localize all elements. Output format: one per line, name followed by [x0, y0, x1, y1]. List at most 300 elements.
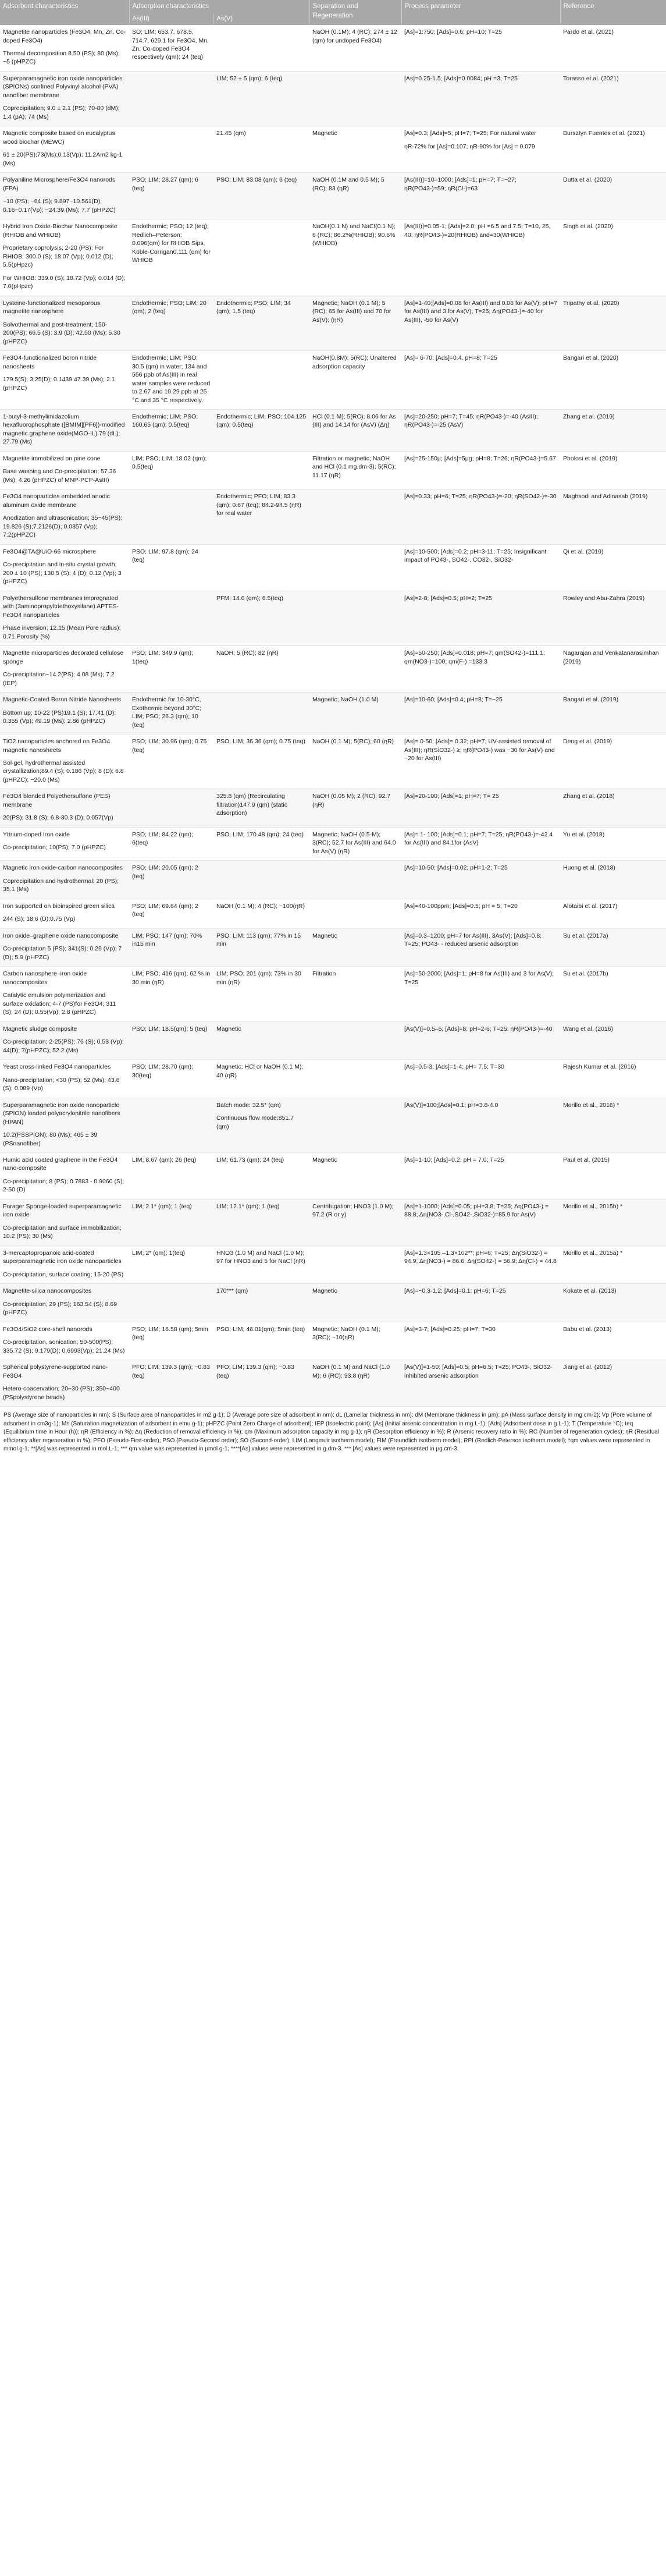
- table-row: [0, 1152, 666, 1199]
- cell-text: Magnetic: [312, 130, 337, 137]
- cell-text: Alotaibi et al. (2017): [563, 902, 618, 910]
- cell-text: TiO2 nanoparticles anchored on Fe3O4 magnetic nanosheets: [3, 738, 111, 754]
- cell-text: Carbon nanosphere–iron oxide nanocomposites: [3, 970, 87, 986]
- cell-text: Magnetic; NaOH (0.1 M); 5 (RC); 65 for As(III) and 70 for As(V); (ηR): [312, 299, 391, 324]
- cell-text: [As]=1.3×105 –1.3×102**; pH=6; T=25; Δη(SiO32-) = 94.9; Δη(NO3-) = 86.6; Δη(SO42-) = 56.9; Δη(Cl-) = 44.8: [404, 1249, 557, 1265]
- cell-text: 21.45 (qm): [216, 130, 246, 137]
- cell-as3: [129, 25, 213, 71]
- cell-text: [As]=25-150μ; [Ads]=5μg; pH=8; T=26; ηR(PO43-)=5.67: [404, 455, 556, 462]
- cell-reference: [560, 1199, 666, 1246]
- cell-as5: [213, 591, 309, 645]
- cell-text: LIM; 12.1* (qm); 1 (teq): [216, 1202, 280, 1210]
- cell-text: Proprietary coprolysis; 2-20 (PS); For RHIOB: 300.0 (S); 18.07 (Vp); 0.012 (D); 5.5(pHpzc): [3, 244, 113, 269]
- cell-reference: [560, 899, 666, 928]
- cell-as5: [213, 173, 309, 219]
- cell-text: PSO; LIM; 83.08 (qm); 6 (teq): [216, 176, 297, 184]
- cell-as5: [213, 928, 309, 966]
- cell-text: Morillo et al., 2016) *: [563, 1101, 619, 1109]
- cell-text: Hetero-coacervation; 20~30 (PS); 350~400 (PSpolystyrene beads): [3, 1385, 120, 1401]
- header-adsorption: Adsorption characteristics: [129, 0, 309, 14]
- table-footnote: PS (Average size of nanoparticles in nm); S (Surface area of nanoparticles in m2 g-1); D (Average pore size of adsorbent in nm); dL (Lamellar thickness in nm); dM (Membrane thickness in μm); pA (Mass surface density in mg cm-2); Vp (Pore volume of adsorbent in cm3g-1); Ms (Saturation magnetization of adsorbent in emu g-1); pHPZC (Point Zero Charge of adsorbent); IEP (Isoelectric point); [As] (Initial arsenic concentration in mg L-1); [Ads] (Adsorbent dose in g L-1); T (Temperature °C); teq (Equilibrium time in Hour (h)); ηR (Efficiency in %); Δη (Reduction of removal efficiency in %); qm (Maximum adsorption capacity in mg g-1); ηR (Desorption efficiency in %); R (Arsenic recovery ratio in %); RC (Number of regeneration cycles); ηR (Residual efficiency after regeneration in %); PFO (Pseudo-First-order); PSO (Pseudo-Second order); SO (Second-order); LIM (Langmuir isotherm model); FIM (Freundlich isotherm model); RPI (Redlich-Peterson isotherm model); *qm values were represented in mmol.g-1; **[As] was represented in mol.L-1; *** qm value was represented in μmol g-1; ****[As] values were represented in g.dm-3. *** [As] values were represented in μg.cm-3.: [3, 1412, 660, 1453]
- table-row: [0, 173, 666, 219]
- cell-text: PSO; LIM; 28.27 (qm); 6 (teq): [132, 176, 198, 192]
- cell-reference: [560, 173, 666, 219]
- cell-process: [401, 25, 560, 71]
- cell-as3: [129, 1021, 213, 1059]
- cell-as5: [213, 646, 309, 693]
- table-row: [0, 219, 666, 296]
- cell-as5: [213, 899, 309, 928]
- table-row: [0, 1021, 666, 1059]
- cell-separation: [309, 1021, 401, 1059]
- cell-adsorbent: [0, 861, 129, 899]
- table-row: [0, 827, 666, 860]
- header-reference: Reference: [560, 0, 666, 25]
- cell-adsorbent: [0, 126, 129, 173]
- cell-text: [As]=1:750; [Ads]=0.6; pH=10; T=25: [404, 29, 502, 36]
- cell-adsorbent: [0, 1246, 129, 1283]
- cell-text: LIM; PSO; 416 (qm); 62 % in 30 min (ηR): [132, 970, 211, 986]
- cell-as3: [129, 409, 213, 451]
- cell-adsorbent: [0, 646, 129, 693]
- cell-text: Yeast cross-linked Fe3O4 nanoparticles: [3, 1063, 111, 1071]
- cell-process: [401, 1284, 560, 1322]
- cell-text: [As]=1-10; [Ads]=0.2; pH = 7.0; T=25: [404, 1156, 504, 1163]
- header-adsorbent: Adsorbent characteristics: [0, 0, 129, 25]
- cell-text: Co-precipitation; 10(PS); 7.0 (pHPZC): [3, 844, 106, 851]
- cell-text: Phase inversion; 12.15 (Mean Pore radius); 0.71 Porosity (%): [3, 625, 121, 640]
- cell-separation: [309, 861, 401, 899]
- cell-reference: [560, 489, 666, 544]
- cell-text: PSO; LIM; 170.48 (qm); 24 (teq): [216, 831, 304, 838]
- cell-as5: [213, 544, 309, 591]
- cell-reference: [560, 351, 666, 410]
- cell-text: Co-precipitation~14.2(PS); 4.08 (Ms); 7.2 (IEP): [3, 671, 115, 687]
- cell-text: LIM; 61.73 (qm); 24 (teq): [216, 1156, 284, 1163]
- cell-as3: [129, 1060, 213, 1098]
- cell-text: [As(V)]=100;[Ads]=0.1; pH=3.8-4.0: [404, 1101, 498, 1109]
- cell-as5: [213, 351, 309, 410]
- table-row: [0, 1360, 666, 1407]
- cell-reference: [560, 296, 666, 350]
- table-row: [0, 489, 666, 544]
- cell-text: Co-precipitation and surface immobilization; 10.2 (PS); 30 (Ms): [3, 1224, 122, 1240]
- cell-text: LIM; 2* (qm); 1(teq): [132, 1249, 186, 1257]
- cell-text: Wang et al. (2016): [563, 1025, 614, 1032]
- cell-process: [401, 489, 560, 544]
- cell-text: Co-precipitation 5 (PS); 341(S); 0.29 (Vp); 7 (D); 5.9 (pHPZC): [3, 945, 122, 961]
- cell-text: [As]=3-7; [Ads]=0.25; pH=7; T=30: [404, 1325, 496, 1333]
- cell-text: PSO; LIM; 46.01(qm); 5min (teq): [216, 1325, 305, 1333]
- cell-text: [As]=~0.3-1.2; [Ads]=0.1; pH=6; T=25: [404, 1287, 506, 1295]
- cell-as5: [213, 1199, 309, 1246]
- cell-text: PSO; LIM; 97.8 (qm); 24 (teq): [132, 548, 198, 564]
- cell-text: Nano-precipitation; <30 (PS); 52 (Ms); 43.6 (S); 0.089 (Vp): [3, 1076, 120, 1092]
- cell-text: [As]=1-40;[Ads]=0.08 for As(III) and 0.06 for As(V); pH=7 for As(III) and 3 for As(V); T=25; Δη(PO43-)=-40 for As(III), -50 for As(V): [404, 299, 557, 324]
- cell-text: Morillo et al., 2015a) *: [563, 1249, 623, 1257]
- cell-text: Yu et al. (2018): [563, 831, 605, 838]
- cell-text: Co-precipitation; 29 (PS); 163.54 (S); 8.69 (pHPZC): [3, 1300, 117, 1317]
- cell-text: LIM; PSO; 201 (qm); 73% in 30 min (ηR): [216, 970, 301, 986]
- cell-process: [401, 861, 560, 899]
- cell-separation: [309, 544, 401, 591]
- cell-text: 325.8 (qm) (Recirculating filtration)147.9 (qm) (static adsorption): [216, 793, 287, 817]
- cell-adsorbent: [0, 1021, 129, 1059]
- cell-as5: [213, 735, 309, 789]
- cell-text: PSO; LIM; 84.22 (qm); 6(teq): [132, 831, 194, 847]
- cell-as5: [213, 489, 309, 544]
- cell-reference: [560, 1152, 666, 1199]
- cell-reference: [560, 591, 666, 645]
- cell-text: Magnetic: [312, 1287, 337, 1295]
- cell-text: PSO; LIM; 28.70 (qm); 30(teq): [132, 1063, 194, 1079]
- cell-reference: [560, 735, 666, 789]
- table-row: [0, 1098, 666, 1152]
- cell-text: PSO; LIM; 36.36 (qm); 0.75 (teq): [216, 738, 305, 746]
- cell-process: [401, 1098, 560, 1152]
- cell-text: [As(V)]=1-50; [Ads]=0.5; pH=6.5; T=25; PO43-, SiO32- inhibited arsenic adsorption: [404, 1364, 553, 1379]
- cell-adsorbent: [0, 451, 129, 489]
- cell-separation: [309, 827, 401, 860]
- table-row: [0, 1199, 666, 1246]
- cell-text: Magnetic: [312, 932, 337, 939]
- cell-adsorbent: [0, 409, 129, 451]
- cell-text: SO; LIM; 653.7, 678.5, 714.7, 629.1 for Fe3O4, Mn, Zn, Co-doped Fe3O4 respectively (qm); 24 (teq): [132, 29, 209, 61]
- cell-process: [401, 296, 560, 350]
- cell-text: Zhang et al. (2018): [563, 793, 615, 800]
- cell-text: [As]=10-60; [Ads]=0.4; pH=8; T=~25: [404, 696, 503, 704]
- cell-reference: [560, 1021, 666, 1059]
- table-row: [0, 351, 666, 410]
- cell-separation: [309, 1060, 401, 1098]
- cell-text: Co-precipitation, sonication; 50-500(PS); 335.72 (S); 9.179(D); 0.6993(Vp); 21.24 (Ms): [3, 1339, 125, 1354]
- cell-text: [As]=0.3–1200; pH=7 for As(III), 3As(V); [Ads]=0.8; T=25; PO43- - reduced arsenic adsorption: [404, 932, 542, 948]
- cell-text: [As]=0.33; pH=6; T=25; ηR(PO43-)=-20; ηR(SO42-)=-30: [404, 493, 557, 501]
- cell-text: Su et al. (2017b): [563, 970, 608, 978]
- cell-text: Deng et al. (2019): [563, 738, 612, 746]
- cell-text: Endothermic for 10-30°C, Exothermic beyond 30°C; LIM; PSO; 26.3 (qm); 10 (teq): [132, 696, 202, 729]
- cell-reference: [560, 1098, 666, 1152]
- cell-process: [401, 1060, 560, 1098]
- cell-process: [401, 1152, 560, 1199]
- table-row: [0, 899, 666, 928]
- cell-process: [401, 735, 560, 789]
- cell-text: PSO; LIM; 349.9 (qm); 1(teq): [132, 650, 194, 665]
- cell-as5: [213, 1152, 309, 1199]
- cell-separation: [309, 1199, 401, 1246]
- cell-text: Endothermic; LIM; PSO; 30.5 (qm) in water; 134 and 556 ppb of As(III) in real water samples were reduced to 2.67 and 10.29 ppb at 25 °C and 35 °C respectively.: [132, 354, 211, 404]
- cell-text: Singh et al. (2020): [563, 223, 613, 230]
- cell-separation: [309, 71, 401, 126]
- cell-as5: [213, 219, 309, 296]
- table-row: [0, 409, 666, 451]
- cell-text: ~10 (PS); ~64 (S); 9.897~10.561(D); 0.16~0.17(Vp); ~24.39 (Ms); 7.7 (pHPZC): [3, 198, 116, 214]
- cell-text: Coprecipitation; 9.0 ± 2.1 (PS); 70-80 (dM); 1.4 (pA); 74 (Ms): [3, 105, 120, 120]
- cell-as5: [213, 861, 309, 899]
- cell-text: [As]=50-250; [Ads]=0.018; pH=7; qm(SO42-)=111.1; qm(NO3-)=100; qm(F-) =133.3: [404, 650, 545, 665]
- cell-text: LIM; PSO; 147 (qm); 70% in15 min: [132, 932, 202, 948]
- cell-adsorbent: [0, 827, 129, 860]
- cell-text: Nagarajan and Venkatanarasimhan (2019): [563, 650, 659, 665]
- cell-separation: [309, 1322, 401, 1360]
- cell-reference: [560, 126, 666, 173]
- table-row: [0, 861, 666, 899]
- header-as3: As(III): [129, 14, 213, 25]
- table-row: [0, 1060, 666, 1098]
- cell-text: Iron supported on bioinspired green silica: [3, 902, 115, 910]
- cell-text: Anodization and ultrasonication; 35~45(PS); 19.826 (S);7.2126(D); 0.0357 (Vp); 7.2(pHPZC): [3, 515, 123, 539]
- cell-separation: [309, 1098, 401, 1152]
- cell-text: LIM; PSO; LIM; 18.02 (qm); 0.5(teq): [132, 455, 207, 471]
- cell-text: [As(III)]=0.05-1; [Ads]=2.0; pH =6.5 and 7.5; T=10, 25, 40; ηR(PO43-)=20(RHIOB) and=30(WHIOB): [404, 223, 551, 239]
- cell-text: Co-precipitation and in-situ crystal growth; 200 ± 10 (PS); 130.5 (S); 4 (D); 0.12 (Vp); 3 (pHPZC): [3, 561, 122, 586]
- cell-as3: [129, 861, 213, 899]
- cell-process: [401, 1322, 560, 1360]
- cell-reference: [560, 25, 666, 71]
- cell-as3: [129, 296, 213, 350]
- cell-text: Maghsodi and Adlnasab (2019): [563, 493, 648, 501]
- cell-process: [401, 544, 560, 591]
- cell-text: 20(PS); 31.8 (S); 6.8-30.3 (D); 0.057(Vp): [3, 814, 113, 822]
- cell-text: Magnetic-Coated Boron Nitride Nanosheets: [3, 696, 122, 704]
- cell-as5: [213, 451, 309, 489]
- cell-adsorbent: [0, 1060, 129, 1098]
- table-row: [0, 296, 666, 350]
- cell-as3: [129, 71, 213, 126]
- cell-adsorbent: [0, 1199, 129, 1246]
- cell-as3: [129, 544, 213, 591]
- cell-text: Filtration or magnetic; NaOH and HCl (0.1 mg.dm-3); 5(RC); 11.17 (ηR): [312, 455, 396, 479]
- cell-text: Endothermic; PSO; LIM; 20 (qm); 2 (teq): [132, 299, 206, 315]
- cell-as5: [213, 1060, 309, 1098]
- cell-separation: [309, 928, 401, 966]
- cell-reference: [560, 544, 666, 591]
- cell-text: [As]= 1- 100; [Ads]=0.1; pH=7; T=25; ηR(PO43-)=-42.4 for As(III) and 84.1for (AsV): [404, 831, 553, 847]
- cell-as5: [213, 1021, 309, 1059]
- cell-reference: [560, 1246, 666, 1283]
- cell-text: [As]=0.5-3; [Ads]=1-4; pH= 7.5; T=30: [404, 1063, 505, 1071]
- cell-reference: [560, 827, 666, 860]
- cell-text: Rowley and Abu-Zahra (2019): [563, 594, 645, 602]
- table-row: [0, 591, 666, 645]
- cell-as3: [129, 1152, 213, 1199]
- cell-text: Magnetite microparticles decorated cellulose sponge: [3, 650, 124, 665]
- cell-text: [As]= 0-50; [Ads]= 0.32; pH=7; UV-assisted removal of As(III); ηR(SiO32-) ≥; ηR(PO43-) was ~30 for As(V) and ~20 for As(III): [404, 738, 555, 762]
- table-row: [0, 451, 666, 489]
- cell-text: 61 ± 20(PS);73(Ms);0.13(Vp); 11.2Am2 kg-1 (Ms): [3, 151, 123, 167]
- cell-text: PSO; LIM; 20.05 (qm); 2 (teq): [132, 864, 198, 880]
- table-row: [0, 646, 666, 693]
- cell-process: [401, 351, 560, 410]
- cell-text: Bottom up; 10-22 (PS)19.1 (S); 17.41 (D); 0.355 (Vp); 49.19 (Ms); 2.86 (pHPZC): [3, 709, 116, 725]
- table-header: [0, 0, 666, 25]
- cell-adsorbent: [0, 899, 129, 928]
- cell-text: 1-butyl-3-methylimidazolium hexafluorophosphate ([BMIM][PF6])-modified magnetic graphene oxide(MGO-IL) 79 (dL); 27.79 (Ms): [3, 413, 125, 446]
- cell-as5: [213, 1322, 309, 1360]
- cell-text: Endothermic; PFO; LIM; 83.3 (qm); 0.67 (teq); 84.2-94.5 (ηR) for real water: [216, 493, 301, 517]
- header-separation: Separation and Regeneration: [309, 0, 401, 25]
- cell-text: PSO; LIM; 18.5(qm); 5 (teq): [132, 1025, 208, 1032]
- cell-process: [401, 409, 560, 451]
- cell-text: Fe3O4 nanoparticles embedded anodic aluminum oxide membrane: [3, 493, 110, 509]
- cell-as5: [213, 1098, 309, 1152]
- cell-process: [401, 967, 560, 1021]
- cell-text: Magnetic; NaOH (0.1 M); 3(RC); ~10(ηR): [312, 1325, 380, 1342]
- cell-separation: [309, 219, 401, 296]
- cell-as3: [129, 693, 213, 735]
- cell-as3: [129, 928, 213, 966]
- cell-as3: [129, 351, 213, 410]
- cell-text: Fe3O4/SiO2 core-shell nanorods: [3, 1325, 92, 1333]
- cell-separation: [309, 296, 401, 350]
- cell-text: Morillo et al., 2015b) *: [563, 1202, 623, 1210]
- cell-reference: [560, 451, 666, 489]
- cell-reference: [560, 861, 666, 899]
- cell-text: Lysteine-functionalized mesoporous magnetite nanosphere: [3, 299, 101, 315]
- cell-text: NaOH (0.1M); 4 (RC); 274 ± 12 (qm) for undoped Fe3O4): [312, 29, 397, 44]
- cell-text: Kokate et al. (2013): [563, 1287, 617, 1295]
- cell-reference: [560, 693, 666, 735]
- cell-adsorbent: [0, 735, 129, 789]
- cell-text: Magnetic composite based on eucalyptus wood biochar (MEWC): [3, 130, 115, 146]
- cell-text: PFO; LIM; 139.3 (qm); ~0.83 (teq): [132, 1364, 210, 1379]
- cell-text: LIM; 52 ± 5 (qm); 6 (teq): [216, 74, 283, 82]
- cell-separation: [309, 409, 401, 451]
- cell-as3: [129, 789, 213, 827]
- cell-adsorbent: [0, 173, 129, 219]
- cell-text: HCl (0.1 M); 5(RC); 8.06 for As (III) and 14.14 for (AsV) (Δη): [312, 413, 396, 429]
- cell-text: Sol-gel, hydrothermal assisted crystallization;89.4 (S); 0.186 (Vp); 8 (D); 6.8 (pHPZC); ~20.0 (Ms): [3, 760, 124, 783]
- cell-text: NaOH (0.1M and 0.5 M); 5 (RC); 83 (ηR): [312, 176, 384, 192]
- cell-as3: [129, 173, 213, 219]
- cell-process: [401, 693, 560, 735]
- cell-separation: [309, 25, 401, 71]
- table-row: [0, 735, 666, 789]
- cell-reference: [560, 789, 666, 827]
- cell-text: Magnetite immobilized on pine cone: [3, 455, 101, 462]
- cell-as5: [213, 693, 309, 735]
- cell-text: Centrifugation; HNO3 (1.0 M); 97.2 (R or y): [312, 1202, 394, 1219]
- cell-text: Superparamagnetic iron oxide nanoparticles (SPIONs) confined Polyvinyl alcohol (PVA) nanofiber membrane: [3, 74, 123, 99]
- cell-text: Spherical polystyrene-supported nano-Fe3O4: [3, 1364, 108, 1379]
- cell-process: [401, 1246, 560, 1283]
- cell-adsorbent: [0, 1152, 129, 1199]
- cell-text: Jiang et al. (2012): [563, 1364, 612, 1371]
- cell-text: Batch mode: 32.5* (qm): [216, 1101, 281, 1109]
- cell-text: Bangari et al. (2019): [563, 696, 619, 704]
- cell-text: Qi et al. (2019): [563, 548, 604, 555]
- cell-adsorbent: [0, 967, 129, 1021]
- cell-text: Hybrid Iron Oxide-Biochar Nanocomposite (RHIOB and WHIOB): [3, 223, 117, 239]
- cell-text: 244 (S); 18.6 (D);0.75 (Vp): [3, 916, 76, 923]
- cell-text: Catalytic emulsion polymerization and surface oxidation; 4-7 (PS)for Fe3O4; 311 (S); 24 (D); 0.55(Vp); 2.8 (pHPZC): [3, 992, 116, 1016]
- cell-text: Magnetic sludge composite: [3, 1025, 77, 1032]
- cell-text: Pardo et al. (2021): [563, 29, 614, 36]
- cell-adsorbent: [0, 591, 129, 645]
- cell-separation: [309, 1246, 401, 1283]
- table-row: [0, 789, 666, 827]
- cell-as3: [129, 451, 213, 489]
- cell-process: [401, 1360, 560, 1407]
- cell-as3: [129, 646, 213, 693]
- cell-text: NaOH(0.8M); 5(RC); Unaltered adsorption capacity: [312, 354, 397, 370]
- cell-reference: [560, 646, 666, 693]
- cell-process: [401, 928, 560, 966]
- cell-text: Endothermic; LIM; PSO; 160.65 (qm); 0.5(teq): [132, 413, 198, 429]
- cell-text: Endothermic; PSO; 12 (teq); Redlich–Peterson; 0.096(qm) for RHIOB Sips, Koble-Corrigan0.111 (qm) for WHIOB: [132, 223, 211, 264]
- cell-text: Torasso et al. (2021): [563, 74, 619, 82]
- cell-separation: [309, 351, 401, 410]
- cell-adsorbent: [0, 25, 129, 71]
- cell-text: NaOH(0.1 N) and NaCl(0.1 N); 6 (RC); 86.2%(RHIOB); 90.6%(WHIOB): [312, 223, 396, 247]
- cell-process: [401, 451, 560, 489]
- cell-text: Fe3O4@TA@UiO-66 microsphere: [3, 548, 97, 555]
- cell-separation: [309, 173, 401, 219]
- cell-as5: [213, 789, 309, 827]
- cell-separation: [309, 789, 401, 827]
- cell-text: Magnetic; HCl or NaOH (0.1 M); 40 (ηR): [216, 1063, 304, 1079]
- cell-text: Co-precipitation, surface coating; 15-20 (PS): [3, 1271, 124, 1278]
- cell-as5: [213, 71, 309, 126]
- cell-as3: [129, 1199, 213, 1246]
- cell-text: [As]= 6-70; [Ads]=0.4, pH=8; T=25: [404, 354, 497, 362]
- header-as5: As(V): [213, 14, 309, 25]
- cell-text: NaOH (0.1 M) and NaCl (1.0 M); 6 (RC); 93.8 (ηR): [312, 1364, 390, 1379]
- cell-text: LIM; 2.1* (qm); 1 (teq): [132, 1202, 192, 1210]
- cell-adsorbent: [0, 296, 129, 350]
- cell-as5: [213, 1284, 309, 1322]
- cell-separation: [309, 1284, 401, 1322]
- cell-adsorbent: [0, 219, 129, 296]
- cell-text: [As]=50-2000; [Ads]=1; pH=8 for As(III) and 3 for As(V); T=25: [404, 970, 554, 986]
- cell-text: Huong et al. (2018): [563, 864, 615, 872]
- cell-separation: [309, 126, 401, 173]
- cell-text: Su et al. (2017a): [563, 932, 608, 939]
- cell-process: [401, 789, 560, 827]
- cell-text: Magnetite nanoparticles (Fe3O4, Mn, Zn, Co-doped Fe3O4): [3, 29, 126, 44]
- cell-text: Rajesh Kumar et al. (2016): [563, 1063, 636, 1071]
- cell-text: Endothermic; PSO; LIM; 34 (qm); 1.5 (teq): [216, 299, 291, 315]
- cell-text: Base washing and Co-precipitation; 57.36 (Ms); 4.26 (pHPZC) of MNP-PCP-AsIII): [3, 468, 116, 484]
- cell-as5: [213, 967, 309, 1021]
- cell-text: Iron oxide–graphene oxide nanocomposite: [3, 932, 119, 939]
- cell-as3: [129, 735, 213, 789]
- cell-text: Bangari et al. (2020): [563, 354, 619, 362]
- cell-adsorbent: [0, 789, 129, 827]
- cell-as3: [129, 591, 213, 645]
- cell-text: Humic acid coated graphene in the Fe3O4 nano-composite: [3, 1156, 118, 1172]
- cell-reference: [560, 1322, 666, 1360]
- cell-text: [As]=10-50; [Ads]=0.02; pH=1-2; T=25: [404, 864, 508, 872]
- cell-as5: [213, 1246, 309, 1283]
- cell-adsorbent: [0, 1322, 129, 1360]
- cell-as3: [129, 219, 213, 296]
- cell-text: Magnetic; NaOH (0.5-M); 3(RC); 52.7 for As(III) and 64.0 for As(V) (ηR): [312, 831, 396, 855]
- cell-adsorbent: [0, 1098, 129, 1152]
- cell-reference: [560, 1360, 666, 1407]
- cell-separation: [309, 451, 401, 489]
- cell-reference: [560, 409, 666, 451]
- cell-as3: [129, 126, 213, 173]
- cell-text: PFM; 14.6 (qm); 6.5(teq): [216, 594, 283, 602]
- cell-text: PFO; LIM; 139.3 (qm); ~0.83 (teq): [216, 1364, 294, 1379]
- cell-text: Co-precipitation; 8 (PS); 0.7883 - 0.9060 (S); 2-50 (D): [3, 1177, 124, 1194]
- cell-separation: [309, 489, 401, 544]
- cell-process: [401, 591, 560, 645]
- table-row: [0, 71, 666, 126]
- cell-adsorbent: [0, 1360, 129, 1407]
- cell-text: 179.5(S); 3.25(D); 0.1439 47.39 (Ms); 2.1 (pHPZC): [3, 376, 115, 392]
